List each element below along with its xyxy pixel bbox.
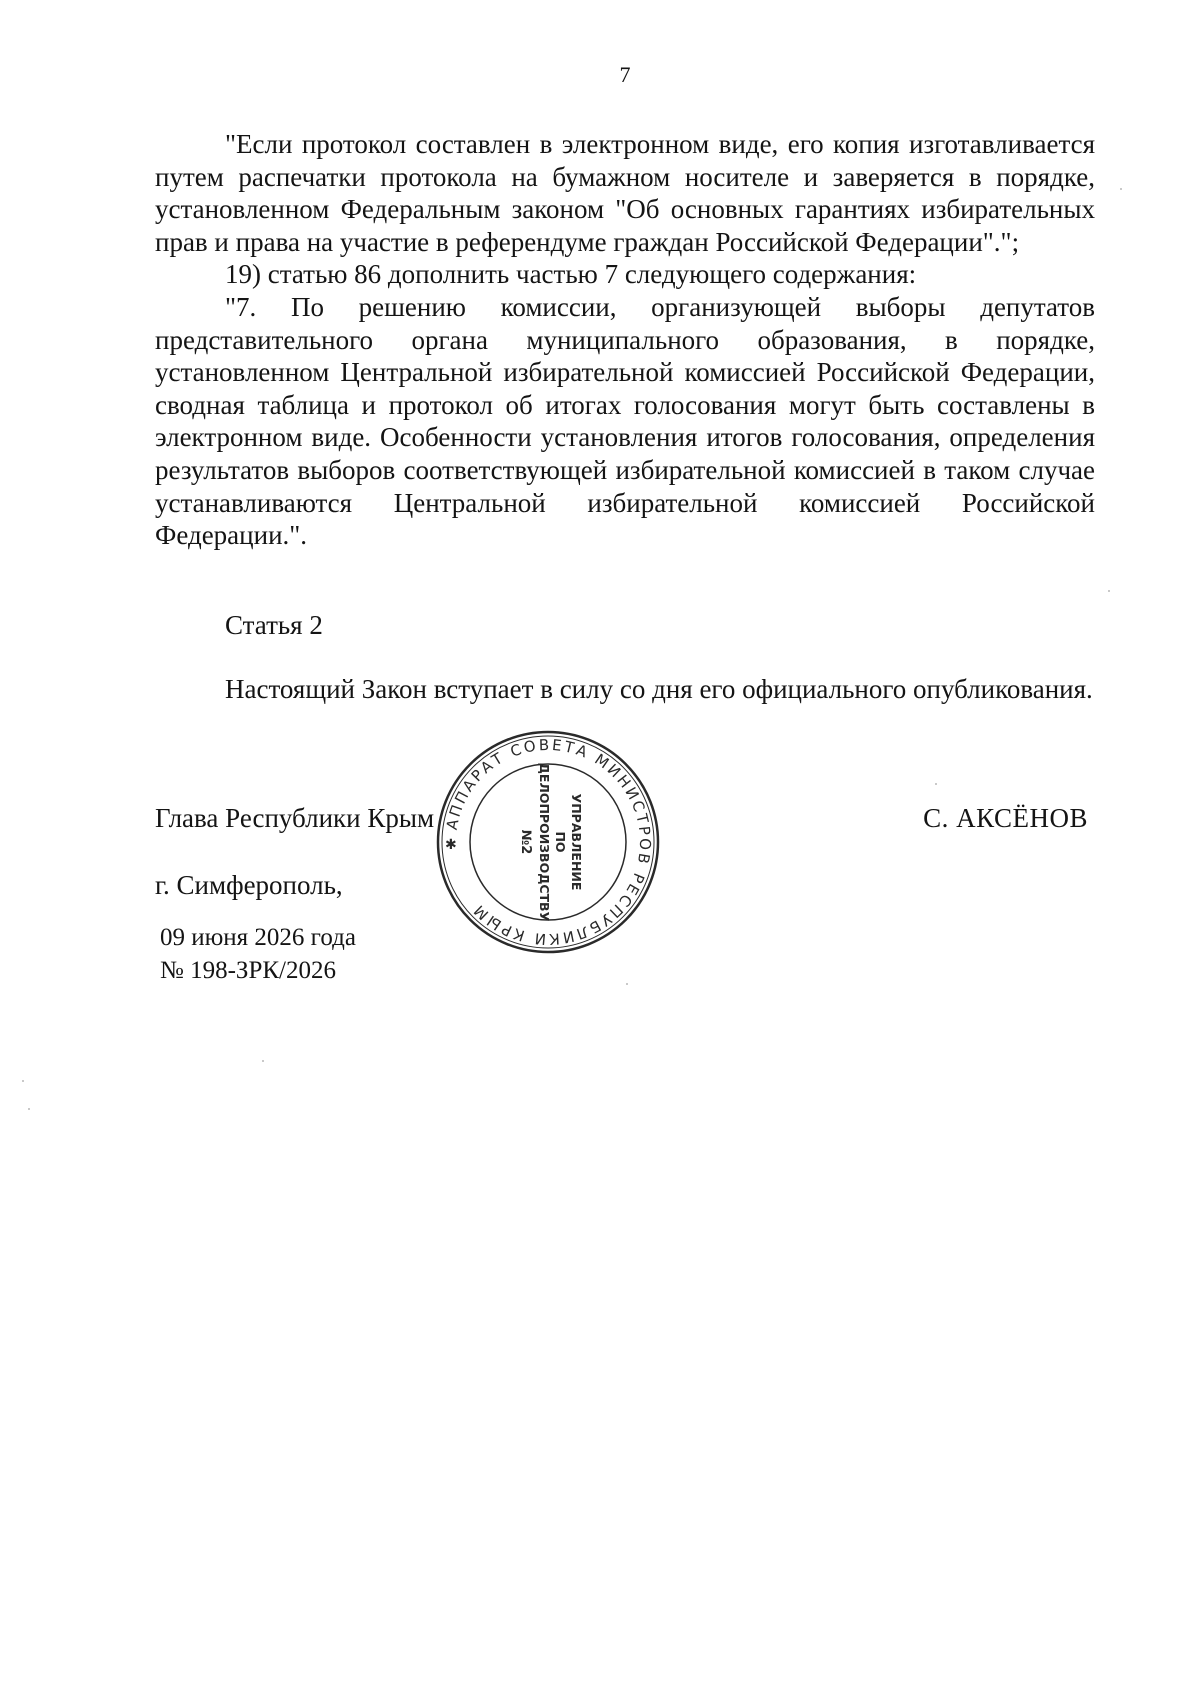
stamp-star-icon: ✱ (445, 837, 457, 853)
stamp-center-line-2: ПО (553, 831, 568, 853)
city-line: г. Симферополь, (155, 870, 343, 900)
stamp-center-line-3: ДЕЛОПРОИЗВОДСТВУ (537, 762, 552, 922)
article-text: Настоящий Закон вступает в силу со дня его официального опубликования. (225, 674, 1093, 704)
signatory-name: С. АКСЁНОВ (923, 803, 1088, 833)
scan-speck (22, 1080, 24, 1082)
scan-speck (935, 783, 937, 785)
scan-speck (1120, 188, 1122, 190)
law-number: № 198-ЗРК/2026 (160, 957, 336, 984)
paragraph-protocol-copy: "Если протокол составлен в электронном виде, его копия изготавливается путем распечатки протокола на бумажном носителе и заверяется в порядке, установленном Федеральным законом "Об основных гарантиях избирательных прав и права на участие в референдуме граждан Российской Федерации"."; (155, 129, 1095, 257)
paragraph-article-86-amendment: 19) статью 86 дополнить частью 7 следующего содержания: (225, 259, 917, 290)
stamp-center-line-4: №2 (518, 829, 533, 855)
page-number: 7 (619, 62, 631, 87)
scan-speck (1108, 590, 1110, 592)
signatory-position: Глава Республики Крым (155, 803, 435, 833)
document-body (155, 128, 1095, 552)
scan-speck (28, 1108, 30, 1110)
scan-speck (626, 983, 628, 985)
scan-speck (262, 1060, 264, 1062)
stamp-center-line-1: УПРАВЛЕНИЕ (569, 793, 584, 891)
law-date: 09 июня 2026 года (160, 924, 356, 951)
article-heading: Статья 2 (225, 610, 323, 640)
official-stamp (433, 727, 663, 957)
paragraph-part-7: "7. По решению комиссии, организующей выборы депутатов представительного органа муниципального образования, в порядке, установленном Центральной избирательной комиссией Российской Федерации, сводная таблица и протокол об итогах голосования могут быть составлены в электронном виде. Особенности установления итогов голосования, определения результатов выборов соответствующей избирательной комиссией в таком случае устанавливаются Центральной избирательной комиссией Российской Федерации.". (155, 291, 1095, 551)
stamp-ring-text: АППАРАТ СОВЕТА МИНИСТРОВ РЕСПУБЛИКИ КРЫМ (442, 735, 655, 949)
